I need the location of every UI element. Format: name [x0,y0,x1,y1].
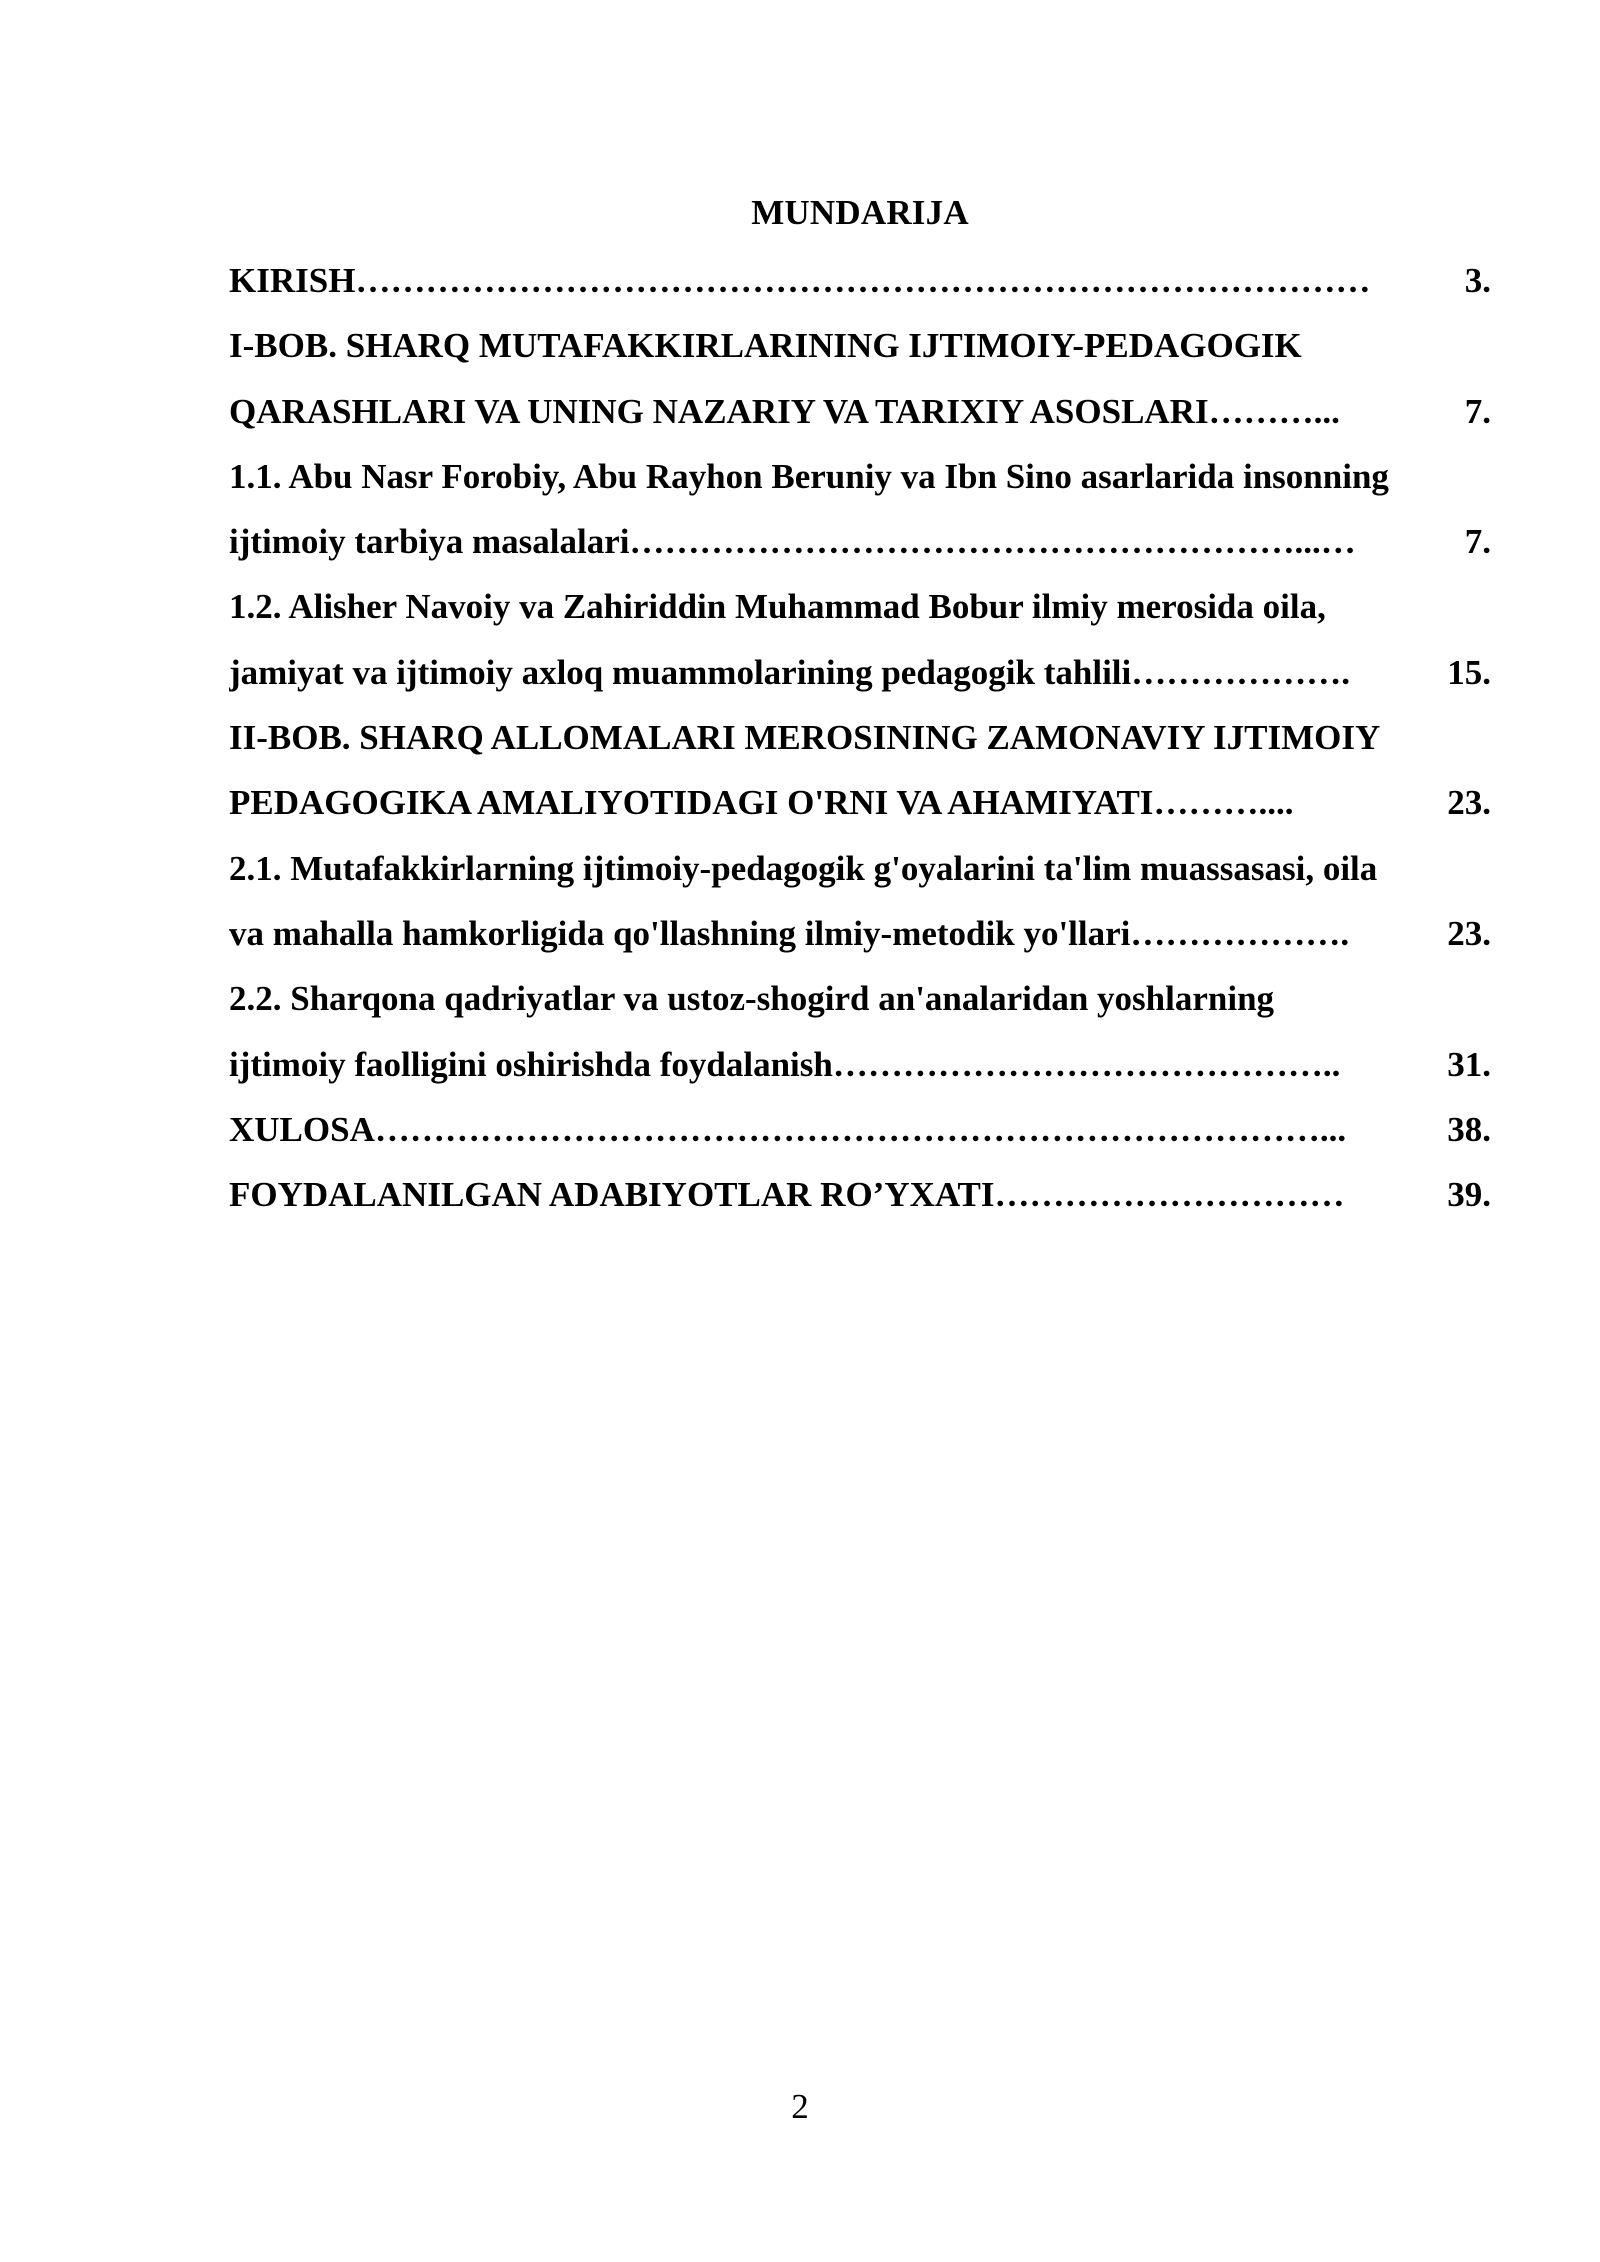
toc-page-number: 23. [1447,783,1491,823]
toc-leader-dots: ……….... [1153,783,1294,823]
toc-entry-section-1-1-line-1 [229,444,1491,509]
toc-leader-dots: ………………. [1131,652,1351,692]
toc-entry-text: 1.1. Abu Nasr Forobiy, Abu Rayhon Beruniy va Ibn Sino asarlarida insonning [229,456,1389,496]
toc-page-number: 31. [1447,1044,1491,1084]
toc-entry-section-2-1-line-2 [229,901,1491,966]
toc-entry-xulosa [229,1097,1491,1162]
toc-entry-chapter-2-line-1 [229,705,1491,770]
toc-entry-text: PEDAGOGIKA AMALIYOTIDAGI O'RNI VA AHAMIYATI [229,783,1154,823]
toc-title: MUNDARIJA [751,193,969,232]
toc-leader-dots: …………………………………………………………………………… [355,261,1371,300]
toc-leader-dots: ………………………………………………………………………... [374,1109,1347,1149]
toc-entry-section-2-1-line-1 [229,836,1491,901]
toc-entry-text: jamiyat va ijtimoiy axloq muammolarining pedagogik tahlili [229,652,1132,692]
toc-entry-kirish [229,248,1491,313]
toc-leader-dots: …………………………………………………...… [629,522,1356,562]
toc-entry-text: KIRISH [229,261,356,300]
toc-entry-text: va mahalla hamkorligida qo'llashning ilmiy-metodik yo'llari [229,913,1131,953]
toc-entry-text: ijtimoiy faolligini oshirishda foydalanish [229,1044,833,1084]
toc-entry-section-2-2-line-2 [229,1032,1491,1097]
toc-entry-section-1-1-line-2 [229,509,1491,574]
toc-page-number: 38. [1447,1109,1491,1149]
toc-leader-dots: ………………. [1130,913,1350,953]
toc-page-number: 3. [1464,261,1491,300]
toc-entry-text: 2.2. Sharqona qadriyatlar va ustoz-shogird an'analaridan yoshlarning [229,979,1275,1019]
toc-page-number: 7. [1464,522,1491,562]
toc-leader-dots: ………………………… [994,1175,1345,1215]
toc-page-number: 15. [1447,652,1491,692]
toc-entry-text: II-BOB. SHARQ ALLOMALARI MEROSINING ZAMONAVIY IJTIMOIY [229,718,1381,758]
toc-entry-text: 2.1. Mutafakkirlarning ijtimoiy-pedagogik g'oyalarini ta'lim muassasasi, oila [229,848,1378,888]
toc-entry-text: 1.2. Alisher Navoiy va Zahiriddin Muhammad Bobur ilmiy merosida oila, [229,587,1326,627]
toc-entry-text: FOYDALANILGAN ADABIYOTLAR RO’YXATI [229,1175,995,1215]
toc-page-number: 39. [1447,1175,1491,1215]
page-number: 2 [791,2087,809,2126]
toc-page-number: 23. [1447,913,1491,953]
toc-entry-text: ijtimoiy tarbiya masalalari [229,522,630,562]
toc-entry-section-2-2-line-1 [229,966,1491,1031]
toc-entry-text: I-BOB. SHARQ MUTAFAKKIRLARINING IJTIMOIY-PEDAGOGIK [229,326,1302,366]
toc-page-number: 7. [1464,391,1491,431]
table-of-contents [229,185,1491,1227]
toc-entry-chapter-1-line-1 [229,313,1491,378]
toc-leader-dots: …………………………………….. [832,1044,1341,1084]
toc-entry-references [229,1162,1491,1227]
toc-entry-section-1-2-line-2 [229,640,1491,705]
toc-entry-chapter-1-line-2 [229,379,1491,444]
toc-entry-text: XULOSA [229,1109,375,1149]
toc-entry-text: QARASHLARI VA UNING NAZARIY VA TARIXIY ASOSLARI [229,391,1209,431]
toc-leader-dots: ………... [1208,391,1340,431]
toc-entry-chapter-2-line-2 [229,770,1491,835]
toc-entry-section-1-2-line-1 [229,574,1491,639]
